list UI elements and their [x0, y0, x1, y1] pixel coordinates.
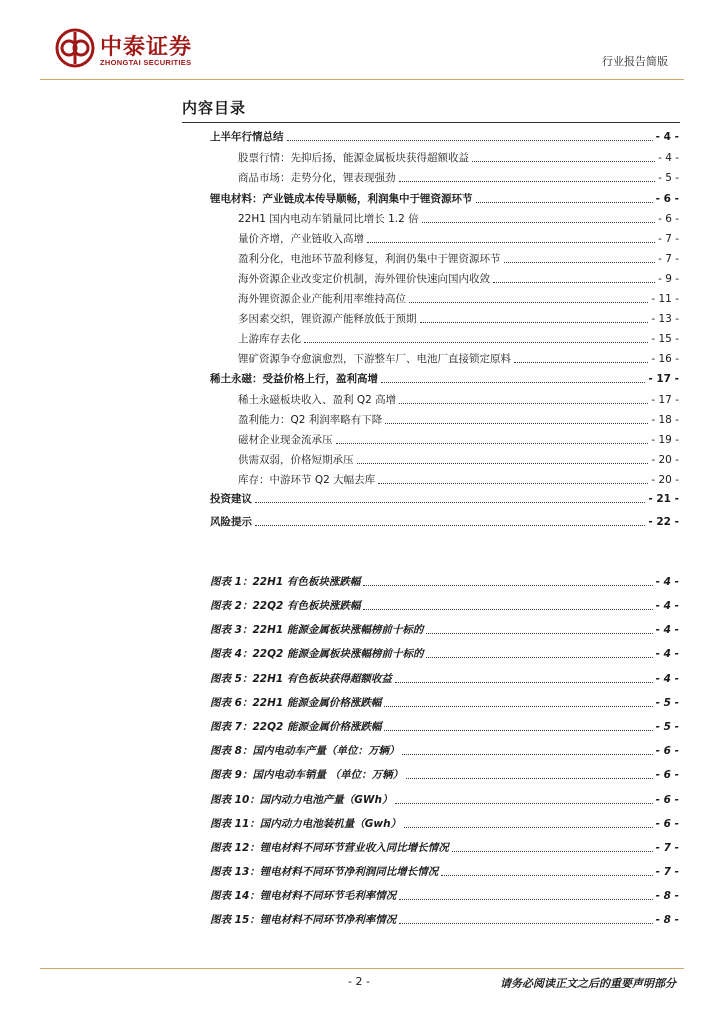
toc-section-entry-page: - 21 - [648, 493, 679, 505]
brand-name-cn: 中泰证券 [100, 35, 193, 60]
toc-subsection-entry[interactable] [238, 151, 679, 165]
dot-leader [420, 322, 649, 323]
toc-subsection-entry-page: - 6 - [658, 213, 679, 225]
zhongtai-logo-icon [55, 28, 95, 68]
dot-leader [422, 222, 655, 223]
toc-subsection-entry-label: 量价齐增，产业链收入高增 [238, 233, 364, 245]
brand-name-en: ZHONGTAI SECURITIES [100, 58, 192, 67]
figure-list-entry-label: 图表 2：22Q2 有色板块涨跌幅 [210, 600, 361, 612]
dot-leader [504, 262, 656, 263]
dot-leader [367, 242, 655, 243]
figure-list-entry-page: - 7 - [655, 866, 679, 878]
toc-section-entry-page: - 17 - [648, 373, 679, 385]
figure-list-entry[interactable] [210, 647, 679, 661]
figure-list-entry-label: 图表 5：22H1 有色板块获得超额收益 [210, 673, 392, 685]
dot-leader [399, 403, 648, 404]
figure-list-entry-page: - 4 - [655, 600, 679, 612]
toc-subsection-entry-page: - 17 - [651, 394, 679, 406]
toc-title-divider [182, 122, 680, 123]
dot-leader [452, 851, 653, 852]
toc-subsection-entry-label: 盈利分化，电池环节盈利修复，利润仍集中于锂资源环节 [238, 253, 501, 265]
dot-leader [493, 282, 655, 283]
dot-leader [399, 923, 652, 924]
figure-list-entry[interactable] [210, 720, 679, 734]
dot-leader [472, 161, 655, 162]
dot-leader [399, 899, 652, 900]
toc-subsection-entry-label: 22H1 国内电动车销量同比增长 1.2 倍 [238, 213, 419, 225]
toc-subsection-entry-page: - 15 - [651, 333, 679, 345]
dot-leader [381, 382, 645, 383]
footer-divider [40, 968, 684, 969]
toc-subsection-entry[interactable] [238, 393, 679, 407]
figure-list-entry-page: - 8 - [655, 890, 679, 902]
dot-leader [336, 443, 649, 444]
toc-subsection-entry-label: 锂矿资源争夺愈演愈烈，下游整车厂、电池厂直接锁定原料 [238, 353, 511, 365]
figure-list-entry-page: - 5 - [655, 697, 679, 709]
figure-list-entry-page: - 6 - [655, 818, 679, 830]
figure-list-entry-page: - 6 - [655, 745, 679, 757]
dot-leader [441, 875, 652, 876]
figure-list-entry[interactable] [210, 744, 679, 758]
toc-section-entry-label: 锂电材料：产业链成本传导顺畅，利润集中于锂资源环节 [210, 193, 473, 205]
toc-subsection-entry-page: - 20 - [651, 474, 679, 486]
figure-list-entry[interactable] [210, 768, 679, 782]
dot-leader [406, 778, 653, 779]
toc-subsection-entry[interactable] [238, 272, 679, 286]
toc-subsection-entry[interactable] [238, 352, 679, 366]
figure-list-entry-label: 图表 15：锂电材料不同环节净利率情况 [210, 914, 397, 926]
toc-section-entry-label: 稀土永磁：受益价格上行，盈利高增 [210, 373, 378, 385]
dot-leader [304, 342, 648, 343]
toc-subsection-entry-label: 稀土永磁板块收入、盈利 Q2 高增 [238, 394, 397, 406]
dot-leader [255, 525, 645, 526]
figure-list-entry-page: - 4 - [655, 624, 679, 636]
dot-leader [514, 362, 648, 363]
toc-subsection-entry-page: - 11 - [651, 293, 679, 305]
figure-list-entry-label: 图表 9：国内电动车销量 （单位：万辆） [210, 769, 404, 781]
disclaimer-note: 请务必阅读正文之后的重要声明部分 [500, 977, 676, 990]
toc-subsection-entry-label: 商品市场：走势分化，锂表现强劲 [238, 172, 396, 184]
toc-section-entry[interactable] [210, 130, 679, 144]
page-header [0, 0, 724, 82]
figure-list-entry-label: 图表 10：国内动力电池产量（GWh） [210, 794, 393, 806]
toc-subsection-entry-page: - 7 - [658, 233, 679, 245]
figure-list-entry-label: 图表 7：22Q2 能源金属价格涨跌幅 [210, 721, 382, 733]
figure-list-entry[interactable] [210, 623, 679, 637]
figure-list-entry-label: 图表 1：22H1 有色板块涨跌幅 [210, 576, 361, 588]
figure-list-entry-label: 图表 11：国内动力电池装机量（Gwh） [210, 818, 402, 830]
dot-leader [399, 181, 656, 182]
toc-subsection-entry-label: 上游库存去化 [238, 333, 301, 345]
toc-section-entry-page: - 4 - [655, 131, 679, 143]
toc-section-entry[interactable] [210, 372, 679, 386]
dot-leader [363, 585, 652, 586]
figure-list-entry-label: 图表 6：22H1 能源金属价格涨跌幅 [210, 697, 382, 709]
toc-subsection-entry[interactable] [238, 292, 679, 306]
toc-subsection-entry[interactable] [238, 312, 679, 326]
dot-leader [385, 423, 648, 424]
dot-leader [402, 754, 652, 755]
figure-list-entry[interactable] [210, 696, 679, 710]
toc-subsection-entry-label: 供需双弱，价格短期承压 [238, 454, 354, 466]
figure-list-entry-page: - 7 - [655, 842, 679, 854]
page-number: - 2 - [348, 975, 370, 988]
figure-list-entry-page: - 4 - [655, 673, 679, 685]
dot-leader [476, 202, 653, 203]
toc-subsection-entry-page: - 13 - [651, 313, 679, 325]
header-divider [40, 79, 684, 80]
figure-list-entry-label: 图表 8：国内电动车产量（单位：万辆） [210, 745, 400, 757]
figure-list-entry[interactable] [210, 865, 679, 879]
figure-list-entry-page: - 5 - [655, 721, 679, 733]
toc-subsection-entry-label: 股票行情：先抑后扬，能源金属板块获得超额收益 [238, 152, 469, 164]
figure-list-entry-label: 图表 3：22H1 能源金属板块涨幅榜前十标的 [210, 624, 424, 636]
figure-list-entry[interactable] [210, 672, 679, 686]
dot-leader [395, 803, 652, 804]
toc-subsection-entry-page: - 5 - [658, 172, 679, 184]
figure-list-entry[interactable] [210, 913, 679, 927]
toc-subsection-entry-label: 多因素交织，锂资源产能释放低于预期 [238, 313, 417, 325]
dot-leader [363, 609, 652, 610]
toc-section-entry-label: 上半年行情总结 [210, 131, 284, 143]
dot-leader [357, 463, 649, 464]
toc-subsection-entry-label: 海外资源企业改变定价机制，海外锂价快速向国内收敛 [238, 273, 490, 285]
toc-subsection-entry-page: - 18 - [651, 414, 679, 426]
toc-subsection-entry[interactable] [238, 332, 679, 346]
dot-leader [384, 730, 652, 731]
toc-subsection-entry-page: - 20 - [651, 454, 679, 466]
figure-list-entry[interactable] [210, 575, 679, 589]
toc-subsection-entry-label: 磁材企业现金流承压 [238, 434, 333, 446]
toc-section-entry[interactable] [210, 192, 679, 206]
figure-list-entry-label: 图表 13：锂电材料不同环节净利润同比增长情况 [210, 866, 439, 878]
report-type-label: 行业报告简版 [602, 55, 668, 68]
figure-list-entry-page: - 8 - [655, 914, 679, 926]
toc-subsection-entry-page: - 16 - [651, 353, 679, 365]
toc-subsection-entry[interactable] [238, 413, 679, 427]
toc-subsection-entry[interactable] [238, 433, 679, 447]
figure-list-entry-page: - 4 - [655, 576, 679, 588]
dot-leader [404, 827, 653, 828]
toc-section-entry[interactable] [210, 515, 679, 529]
toc-subsection-entry-page: - 7 - [658, 253, 679, 265]
toc-subsection-entry[interactable] [238, 232, 679, 246]
toc-title: 内容目录 [182, 99, 247, 117]
figure-list-entry[interactable] [210, 841, 679, 855]
dot-leader [255, 502, 645, 503]
dot-leader [426, 633, 652, 634]
toc-subsection-entry[interactable] [238, 252, 679, 266]
figure-list-entry-page: - 4 - [655, 648, 679, 660]
dot-leader [378, 483, 648, 484]
toc-subsection-entry[interactable] [238, 473, 679, 487]
dot-leader [395, 682, 653, 683]
dot-leader [409, 302, 648, 303]
toc-subsection-entry[interactable] [238, 453, 679, 467]
figure-list-entry[interactable] [210, 889, 679, 903]
figure-list-entry[interactable] [210, 599, 679, 613]
toc-subsection-entry-label: 海外锂资源企业产能利用率维持高位 [238, 293, 406, 305]
toc-subsection-entry-page: - 4 - [658, 152, 679, 164]
figure-list-entry-label: 图表 12：锂电材料不同环节营业收入同比增长情况 [210, 842, 449, 854]
toc-subsection-entry-page: - 9 - [658, 273, 679, 285]
dot-leader [426, 657, 652, 658]
figure-list-entry[interactable] [210, 793, 679, 807]
toc-subsection-entry-label: 盈利能力：Q2 利润率略有下降 [238, 414, 383, 426]
figure-list-entry-page: - 6 - [655, 769, 679, 781]
figure-list-entry-page: - 6 - [655, 794, 679, 806]
toc-section-entry-page: - 22 - [648, 516, 679, 528]
toc-subsection-entry-page: - 19 - [651, 434, 679, 446]
toc-subsection-entry[interactable] [238, 171, 679, 185]
toc-section-entry-label: 投资建议 [210, 493, 252, 505]
toc-subsection-entry-label: 库存：中游环节 Q2 大幅去库 [238, 474, 376, 486]
figure-list-entry-label: 图表 14：锂电材料不同环节毛利率情况 [210, 890, 397, 902]
dot-leader [287, 140, 653, 141]
toc-section-entry-label: 风险提示 [210, 516, 252, 528]
figure-list-entry[interactable] [210, 817, 679, 831]
dot-leader [384, 706, 652, 707]
toc-section-entry[interactable] [210, 492, 679, 506]
toc-subsection-entry[interactable] [238, 212, 679, 226]
figure-list-entry-label: 图表 4：22Q2 能源金属板块涨幅榜前十标的 [210, 648, 424, 660]
toc-section-entry-page: - 6 - [655, 193, 679, 205]
